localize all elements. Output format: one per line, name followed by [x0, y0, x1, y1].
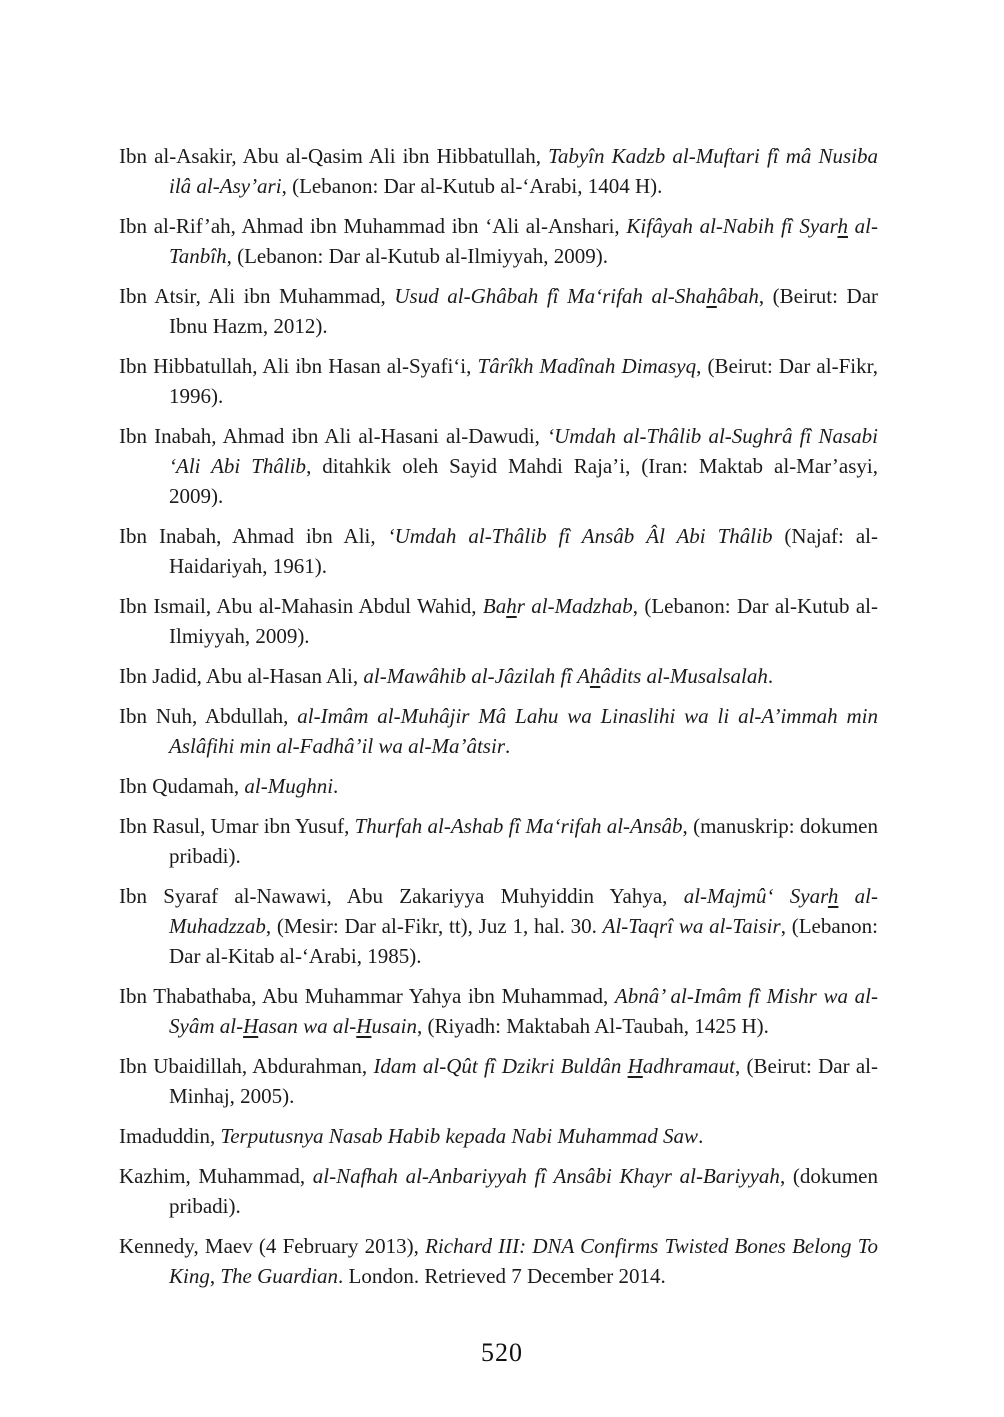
- entry-text-segment: h: [589, 664, 601, 688]
- entry-text-segment: H: [243, 1014, 259, 1038]
- entry-text-segment: Imaduddin,: [119, 1124, 221, 1148]
- entry-text-segment: H: [627, 1054, 643, 1078]
- entry-text-segment: , (Beirut: Dar Ibnu Hazm, 2012).: [169, 284, 879, 338]
- entry-text-segment: Ibn Thabathaba, Abu Muhammar Yahya ibn Muhammad,: [119, 984, 615, 1008]
- entry-text-segment: , (Beirut: Dar al-Minhaj, 2005).: [169, 1054, 878, 1108]
- bibliography-entry: [119, 771, 878, 801]
- entry-text-segment: h: [706, 284, 717, 308]
- entry-text-segment: Ibn Qudamah,: [119, 774, 245, 798]
- entry-text-segment: ,: [209, 1264, 221, 1288]
- entry-text-segment: Ibn Atsir, Ali ibn Muhammad,: [119, 284, 395, 308]
- bibliography-entry: [119, 421, 878, 511]
- bibliography-entry: [119, 521, 878, 581]
- entry-text-segment: ‘Umdah al-Thâlib fî Ansâb Âl Abi Thâlib: [387, 524, 773, 548]
- entry-text-segment: âdits al-Musalsalah: [600, 664, 768, 688]
- entry-text-segment: Ibn al-Asakir, Abu al-Qasim Ali ibn Hibbatullah,: [119, 144, 549, 168]
- entry-text-segment: Târîkh Madînah Dimasyq: [477, 354, 697, 378]
- entry-text-segment: Richard III: DNA Confirms Twisted Bones Belong To King: [169, 1234, 878, 1288]
- bibliography-entry: [119, 881, 878, 971]
- bibliography-entry: [119, 701, 878, 761]
- entry-text-segment: Ibn Jadid, Abu al-Hasan Ali,: [119, 664, 364, 688]
- entry-text-segment: usain: [371, 1014, 417, 1038]
- entry-text-segment: h: [506, 594, 517, 618]
- entry-text-segment: Terputusnya Nasab Habib kepada Nabi Muhammad Saw: [220, 1124, 699, 1148]
- entry-text-segment: al-Tanbîh: [169, 214, 879, 268]
- entry-text-segment: .: [505, 734, 511, 758]
- entry-text-segment: .: [698, 1124, 704, 1148]
- entry-text-segment: , (Lebanon: Dar al-Kutub al-‘Arabi, 1404 H).: [281, 174, 663, 198]
- bibliography-entry: [119, 1051, 878, 1111]
- entry-text-segment: âbah: [716, 284, 759, 308]
- entry-text-segment: Ibn Ismail, Abu al-Mahasin Abdul Wahid,: [119, 594, 483, 618]
- bibliography-entry: [119, 211, 878, 271]
- entry-text-segment: Ibn Inabah, Ahmad ibn Ali al-Hasani al-Dawudi,: [119, 424, 548, 448]
- entry-text-segment: Ibn Ubaidillah, Abdurahman,: [119, 1054, 374, 1078]
- entry-text-segment: Ibn Nuh, Abdullah,: [119, 704, 298, 728]
- entry-text-segment: Usud al-Ghâbah fî Ma‘rifah al-Sha: [394, 284, 707, 308]
- entry-text-segment: Kifâyah al-Nabih fî Syar: [626, 214, 838, 238]
- bibliography-entry: [119, 141, 878, 201]
- entry-text-segment: Al-Taqrî wa al-Taisir: [602, 914, 781, 938]
- page-number: 520: [481, 1338, 523, 1367]
- entry-text-segment: Idam al-Qût fî Dzikri Buldân: [373, 1054, 628, 1078]
- entry-text-segment: adhramaut: [642, 1054, 735, 1078]
- entry-text-segment: , ditahkik oleh Sayid Mahdi Raja’i, (Iran: Maktab al-Mar’asyi, 2009).: [169, 454, 878, 508]
- bibliography-entry: [119, 591, 878, 651]
- entry-text-segment: Ibn Inabah, Ahmad ibn Ali,: [119, 524, 388, 548]
- entry-text-segment: al-Imâm al-Muhâjir Mâ Lahu wa Linaslihi wa li al-A’immah min Aslâfihi min al-Fadhâ’il wa al-Ma’âtsir: [169, 704, 878, 758]
- entry-text-segment: al-Muhadzzab: [169, 884, 878, 938]
- entry-text-segment: , (manuskrip: dokumen pribadi).: [169, 814, 878, 868]
- entry-text-segment: al-Majmû‘ Syar: [683, 884, 828, 908]
- entry-text-segment: (Najaf: al-Haidariyah, 1961).: [169, 524, 878, 578]
- bibliography-entry: [119, 811, 878, 871]
- entry-text-segment: Abnâ’ al-Imâm fî Mishr wa al-Syâm al-: [169, 984, 878, 1038]
- entry-text-segment: Kennedy, Maev (4 February 2013),: [119, 1234, 426, 1258]
- entry-text-segment: , (Beirut: Dar al-Fikr, 1996).: [169, 354, 878, 408]
- entry-text-segment: .: [767, 664, 774, 688]
- entry-text-segment: asan wa al-: [258, 1014, 357, 1038]
- entry-text-segment: Kazhim, Muhammad,: [119, 1164, 313, 1188]
- entry-text-segment: , (Riyadh: Maktabah Al-Taubah, 1425 H).: [416, 1014, 769, 1038]
- entry-text-segment: , (Lebanon: Dar al-Kitab al-‘Arabi, 1985).: [169, 914, 878, 968]
- entry-text-segment: Ibn al-Rif’ah, Ahmad ibn Muhammad ibn ‘Ali al-Anshari,: [119, 214, 627, 238]
- entry-text-segment: al-Mawâhib al-Jâzilah fî A: [363, 664, 590, 688]
- entry-text-segment: The Guardian: [220, 1264, 338, 1288]
- entry-text-segment: al-Mughni: [244, 774, 334, 798]
- entry-text-segment: , (Mesir: Dar al-Fikr, tt), Juz 1, hal. 30.: [265, 914, 603, 938]
- entry-text-segment: Ba: [482, 594, 507, 618]
- page-footer: [0, 1338, 1004, 1368]
- entry-text-segment: Ibn Hibbatullah, Ali ibn Hasan al-Syafi‘i,: [119, 354, 478, 378]
- entry-text-segment: al-Nafhah al-Anbariyyah fî Ansâbi Khayr al-Bariyyah: [312, 1164, 780, 1188]
- bibliography-entry: [119, 1161, 878, 1221]
- entry-text-segment: , (Lebanon: Dar al-Kutub al-Ilmiyyah, 2009).: [226, 244, 608, 268]
- entry-text-segment: , (Lebanon: Dar al-Kutub al-Ilmiyyah, 2009).: [169, 594, 878, 648]
- entry-text-segment: Tabyîn Kadzb al-Muftari fî mâ Nusiba ilâ al-Asy’ari: [169, 144, 878, 198]
- entry-text-segment: , (dokumen pribadi).: [169, 1164, 878, 1218]
- entry-text-segment: h: [827, 884, 839, 908]
- entry-text-segment: r al-Madzhab: [516, 594, 633, 618]
- entry-text-segment: h: [837, 214, 848, 238]
- bibliography-entry: [119, 981, 878, 1041]
- entry-text-segment: H: [356, 1014, 372, 1038]
- entry-text-segment: . London. Retrieved 7 December 2014.: [338, 1264, 666, 1288]
- bibliography-entry: [119, 281, 878, 341]
- entry-text-segment: Ibn Rasul, Umar ibn Yusuf,: [119, 814, 355, 838]
- bibliography-entry: [119, 351, 878, 411]
- entry-text-segment: ‘Umdah al-Thâlib al-Sughrâ fî Nasabi ‘Ali Abi Thâlib: [169, 424, 879, 478]
- bibliography-entry: [119, 1121, 878, 1151]
- entry-text-segment: Thurfah al-Ashab fî Ma‘rifah al-Ansâb: [354, 814, 683, 838]
- bibliography-entry: [119, 661, 878, 691]
- bibliography-entry: [119, 1231, 878, 1291]
- entry-text-segment: Ibn Syaraf al-Nawawi, Abu Zakariyya Muhyiddin Yahya,: [119, 884, 684, 908]
- entry-text-segment: .: [333, 774, 339, 798]
- bibliography-list: [119, 141, 878, 1301]
